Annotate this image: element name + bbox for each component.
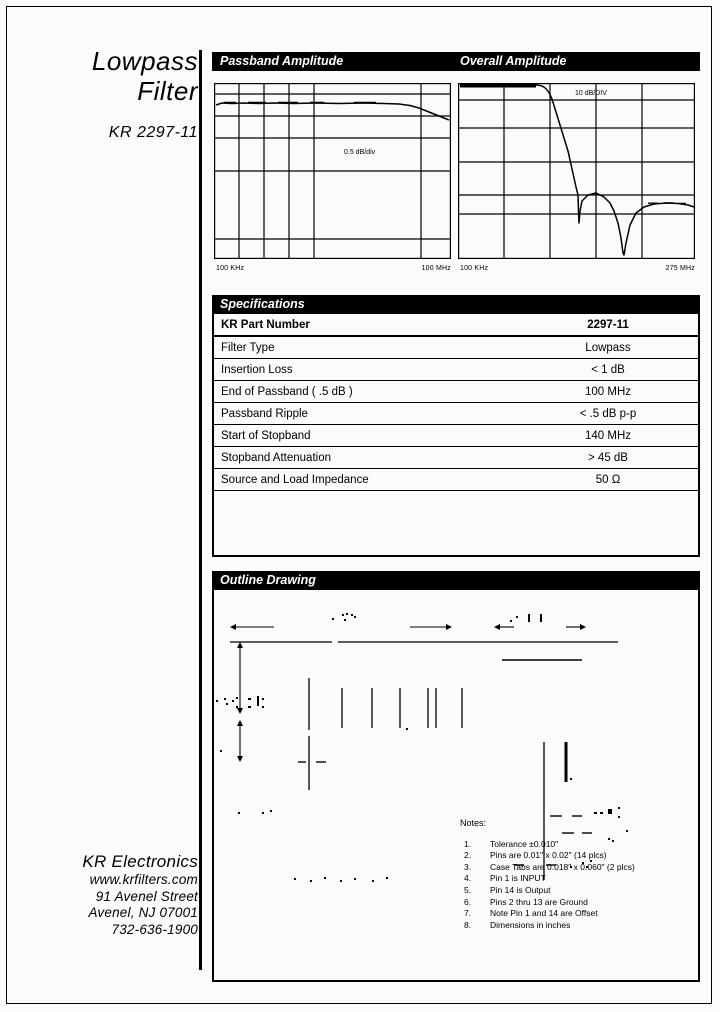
column-divider bbox=[199, 50, 202, 970]
spec-value: 100 MHz bbox=[518, 381, 699, 403]
company-footer bbox=[10, 852, 198, 938]
outline-drawing-label: Outline Drawing bbox=[220, 573, 316, 587]
company-address-line-1: 91 Avenel Street bbox=[95, 888, 198, 904]
passband-trace bbox=[216, 103, 449, 120]
spec-value: 140 MHz bbox=[518, 425, 699, 447]
notes-list bbox=[460, 839, 635, 932]
passband-amplitude-chart bbox=[214, 83, 451, 271]
overall-x-min-label: 100 KHz bbox=[460, 265, 489, 272]
note-number: 6. bbox=[464, 896, 472, 907]
spacer-cell bbox=[213, 491, 518, 557]
company-website[interactable]: www.krfilters.com bbox=[89, 872, 198, 887]
note-text: Tolerance ±0.010" bbox=[490, 838, 559, 849]
note-number: 1. bbox=[464, 838, 472, 849]
note-text: Pin 14 is Output bbox=[490, 884, 551, 895]
list-item bbox=[460, 885, 635, 897]
note-text: Note Pin 1 and 14 are Offset bbox=[490, 908, 598, 919]
notes-block bbox=[460, 818, 635, 931]
spec-value: 50 Ω bbox=[518, 469, 699, 491]
list-item bbox=[460, 850, 635, 862]
specifications-table bbox=[212, 314, 700, 557]
overall-rolloff-trace bbox=[536, 85, 579, 211]
overall-x-max-label: 275 MHz bbox=[665, 265, 695, 272]
spec-label: Filter Type bbox=[213, 336, 518, 359]
note-number: 7. bbox=[464, 908, 472, 919]
spec-value: > 45 dB bbox=[518, 447, 699, 469]
list-item bbox=[460, 839, 635, 851]
passband-x-min-label: 100 KHz bbox=[216, 265, 245, 272]
overall-plot-svg bbox=[458, 83, 695, 259]
spec-label: Start of Stopband bbox=[213, 425, 518, 447]
amplitude-plots bbox=[212, 71, 700, 283]
page-title-line-1: Lowpass bbox=[91, 46, 198, 76]
spec-value: < .5 dB p-p bbox=[518, 403, 699, 425]
content-column bbox=[212, 52, 700, 982]
table-row bbox=[213, 381, 699, 403]
company-name: KR Electronics bbox=[82, 852, 198, 871]
outline-drawing-canvas bbox=[212, 590, 700, 982]
title-block bbox=[18, 46, 198, 142]
overall-amplitude-chart bbox=[458, 83, 695, 271]
specifications-label: Specifications bbox=[220, 297, 305, 311]
list-item bbox=[460, 897, 635, 909]
overall-amplitude-label: Overall Amplitude bbox=[460, 54, 567, 68]
spec-label: Stopband Attenuation bbox=[213, 447, 518, 469]
spec-label: Passband Ripple bbox=[213, 403, 518, 425]
passband-plot-svg bbox=[214, 83, 451, 259]
note-number: 3. bbox=[464, 861, 472, 872]
list-item bbox=[460, 873, 635, 885]
page-title-line-2: Filter bbox=[137, 76, 198, 106]
spec-label: End of Passband ( .5 dB ) bbox=[213, 381, 518, 403]
note-text: Pins are 0.01" x 0.02" (14 plcs) bbox=[490, 850, 607, 861]
spec-value: < 1 dB bbox=[518, 359, 699, 381]
note-number: 5. bbox=[464, 884, 472, 895]
table-spacer-row bbox=[213, 491, 699, 557]
specifications-section bbox=[212, 295, 700, 557]
spec-value: 2297-11 bbox=[518, 314, 699, 336]
outline-drawing-header bbox=[212, 571, 700, 590]
table-row bbox=[213, 425, 699, 447]
spacer-cell bbox=[518, 491, 699, 557]
company-phone: 732-636-1900 bbox=[111, 921, 198, 937]
spec-value: Lowpass bbox=[518, 336, 699, 359]
part-number-heading: KR 2297-11 bbox=[108, 124, 198, 141]
note-text: Dimensions in inches bbox=[490, 919, 571, 930]
spec-label: Insertion Loss bbox=[213, 359, 518, 381]
company-address-line-2: Avenel, NJ 07001 bbox=[88, 905, 198, 920]
list-item bbox=[460, 908, 635, 920]
note-text: Pins 2 thru 13 are Ground bbox=[490, 896, 588, 907]
table-row bbox=[213, 469, 699, 491]
list-item bbox=[460, 862, 635, 874]
note-text: Pin 1 is INPUT bbox=[490, 873, 546, 884]
passband-scale-annotation: 0.5 dB/div bbox=[344, 149, 376, 156]
notes-title: Notes: bbox=[460, 818, 487, 828]
spec-label: KR Part Number bbox=[213, 314, 518, 336]
note-text: Case Tabs are 0.018" x 0.060" (2 plcs) bbox=[490, 861, 635, 872]
amplitude-section-header bbox=[212, 52, 700, 71]
note-number: 2. bbox=[464, 850, 472, 861]
overall-scale-annotation: 10 dB/DIV bbox=[575, 90, 607, 97]
passband-x-max-label: 100 MHz bbox=[421, 265, 451, 272]
passband-amplitude-label: Passband Amplitude bbox=[220, 54, 344, 68]
table-row bbox=[213, 447, 699, 469]
outline-drawing-section bbox=[212, 571, 700, 982]
specifications-header bbox=[212, 295, 700, 314]
table-row bbox=[213, 403, 699, 425]
note-number: 8. bbox=[464, 919, 472, 930]
table-row bbox=[213, 359, 699, 381]
note-number: 4. bbox=[464, 873, 472, 884]
list-item bbox=[460, 920, 635, 932]
table-row bbox=[213, 314, 699, 336]
table-row bbox=[213, 336, 699, 359]
spec-label: Source and Load Impedance bbox=[213, 469, 518, 491]
